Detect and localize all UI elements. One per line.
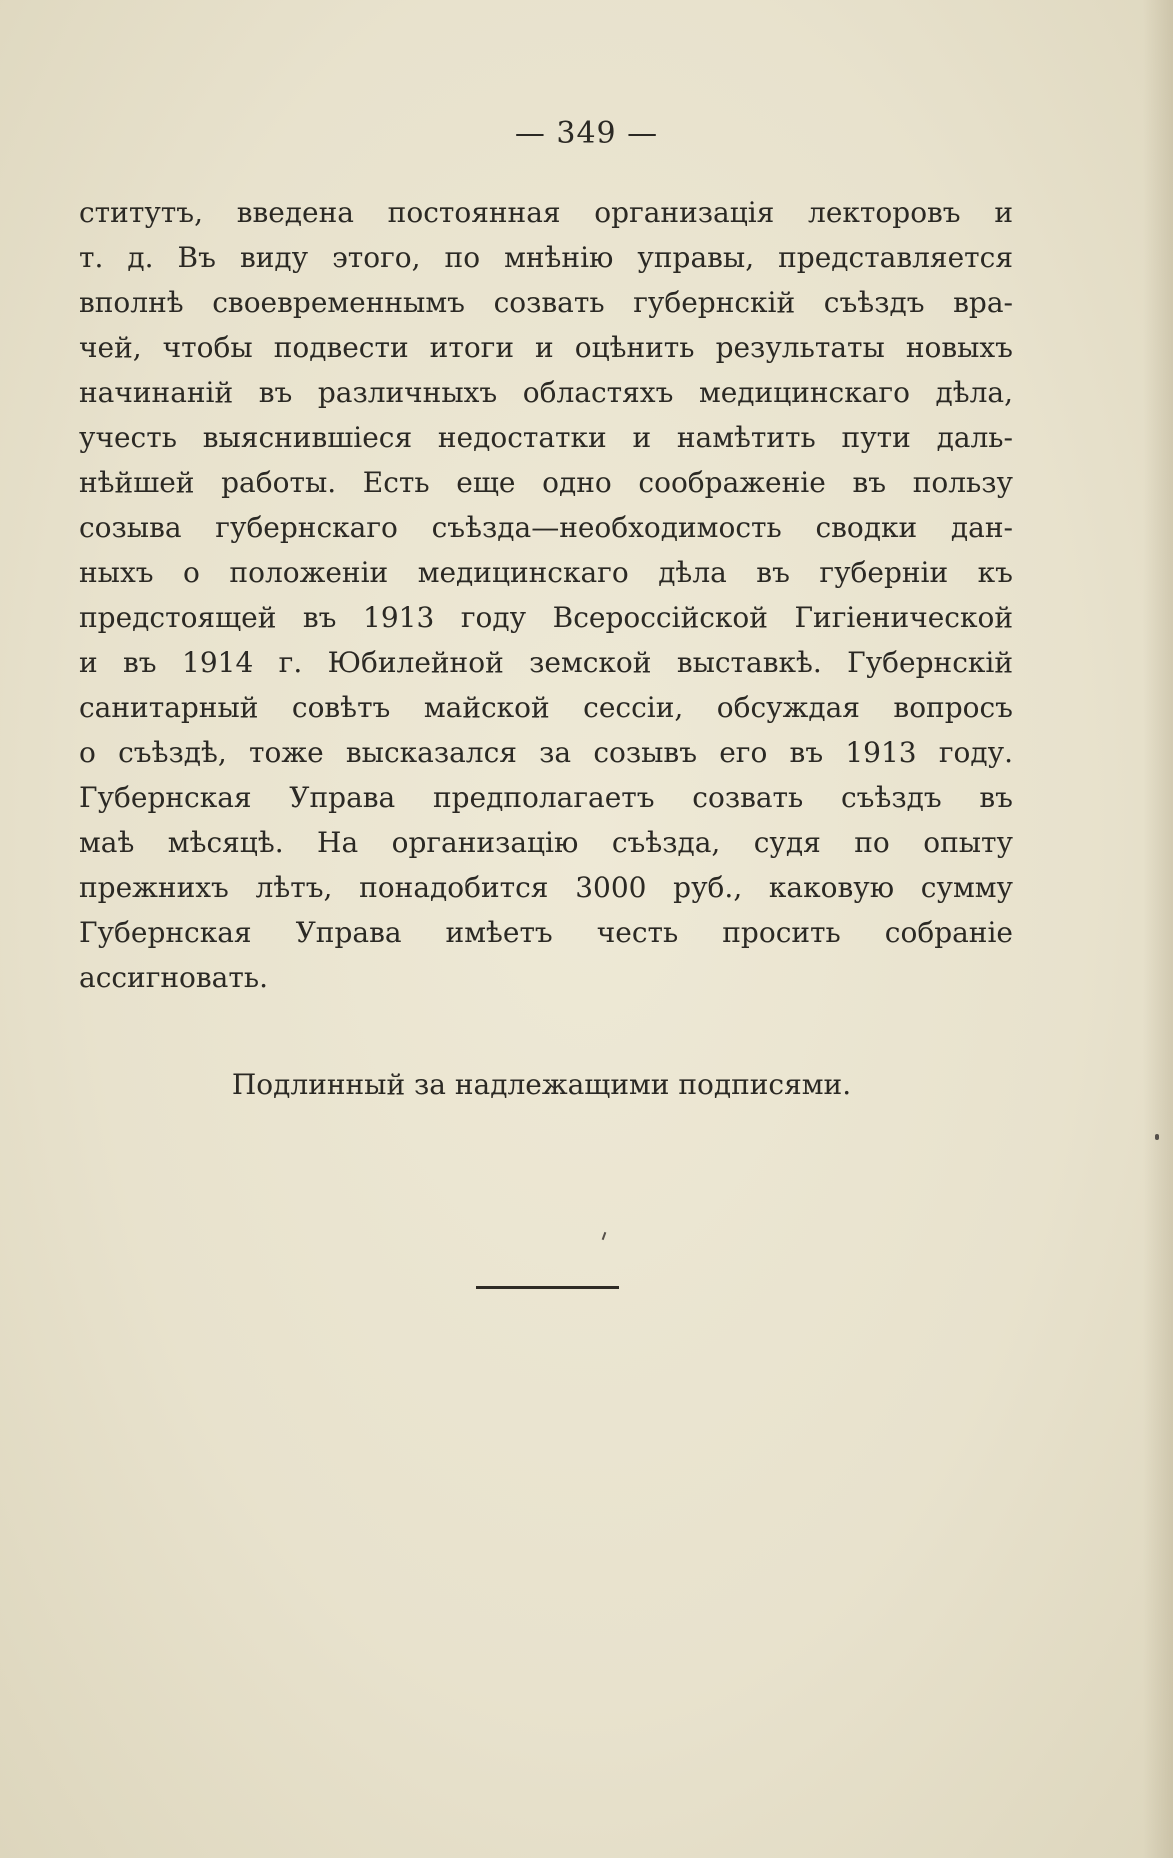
text-line-final: ассигновать. [79,961,268,994]
signature-note: Подлинный за надлежащими подписями. [231,1068,852,1101]
horizontal-rule [476,1286,619,1289]
page-edge-shadow [1143,0,1173,1858]
text-line: нѣйшей работы. Есть еще одно соображеніе въ пользу [79,466,1013,499]
text-line: Губернская Управа имѣетъ честь просить собраніе [79,916,1013,949]
text-line: т. д. Въ виду этого, по мнѣнію управы, представляется [79,241,1013,274]
text-line: ныхъ о положеніи медицинскаго дѣла въ губерніи къ [79,556,1013,589]
text-line: ститутъ, введена постоянная организація лекторовъ и [79,196,1013,229]
text-line: предстоящей въ 1913 году Всероссійской Гигіенической [79,601,1013,634]
ink-speck [1155,1134,1159,1140]
text-line: учесть выяснившіеся недостатки и намѣтить пути даль- [79,421,1013,454]
page-number: — 349 — [514,116,659,151]
text-line: санитарный совѣтъ майской сессіи, обсуждая вопросъ [79,691,1013,724]
text-line: о съѣздѣ, тоже высказался за созывъ его въ 1913 году. [79,736,1013,769]
text-line: и въ 1914 г. Юбилейной земской выставкѣ. Губернскій [79,646,1013,679]
text-line: маѣ мѣсяцѣ. На организацію съѣзда, судя по опыту [79,826,1013,859]
text-line: вполнѣ своевременнымъ созвать губернскій съѣздъ вра- [79,286,1013,319]
text-line: начинаній въ различныхъ областяхъ медицинскаго дѣла, [79,376,1013,409]
text-line: чей, чтобы подвести итоги и оцѣнить результаты новыхъ [79,331,1013,364]
text-line: прежнихъ лѣтъ, понадобится 3000 руб., каковую сумму [79,871,1013,904]
body-paragraph [79,190,1013,1000]
ink-speck [602,1232,607,1240]
text-line: созыва губернскаго съѣзда—необходимость сводки дан- [79,511,1013,544]
text-line: Губернская Управа предполагаетъ созвать съѣздъ въ [79,781,1013,814]
